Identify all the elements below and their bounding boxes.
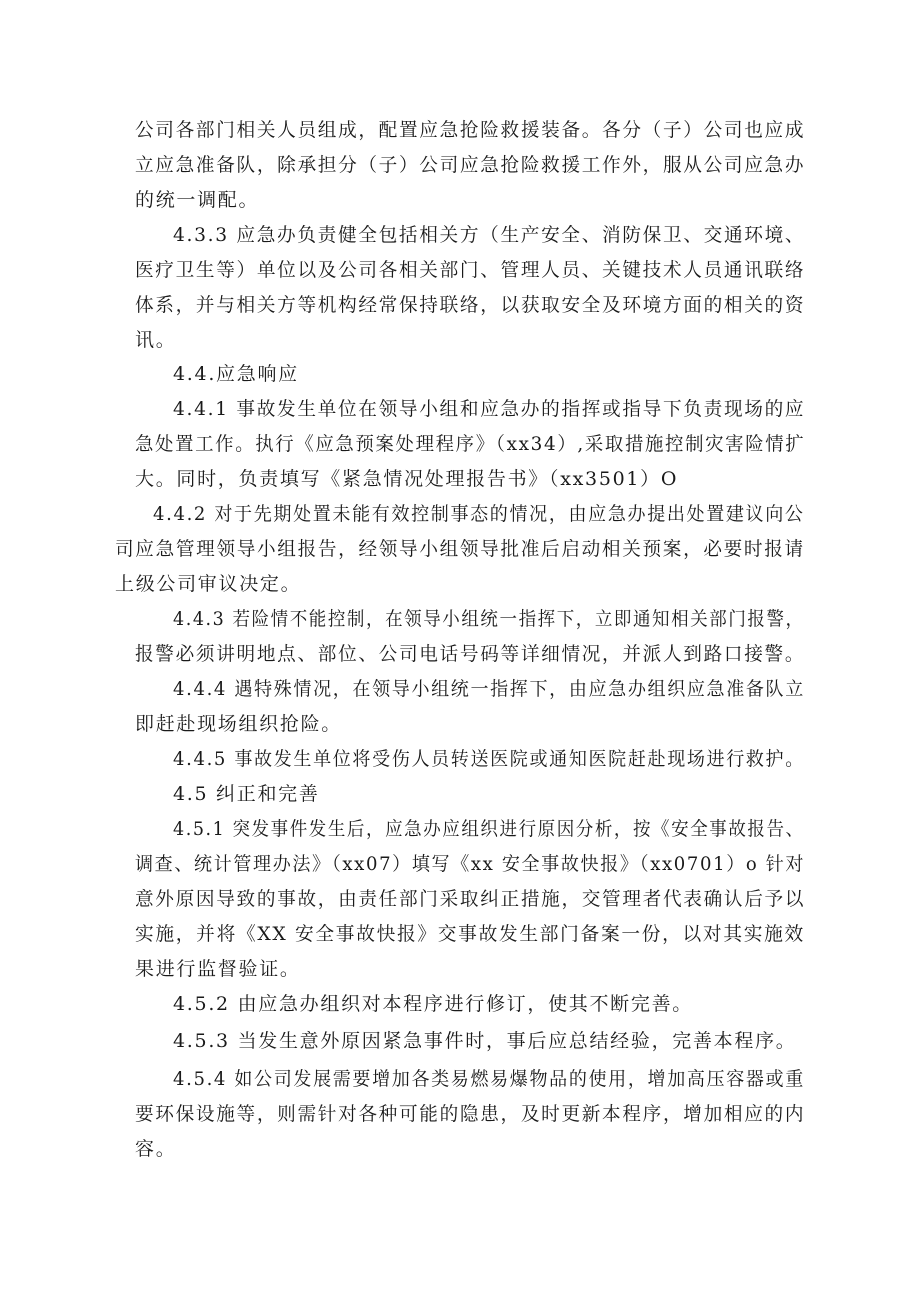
body-text-line: 医疗卫生等）单位以及公司各相关部门、管理人员、关键技术人员通讯联络 [135,259,806,281]
body-text-line: 4.4.1 事故发生单位在领导小组和应急办的指挥或指导下负责现场的应 [173,398,806,420]
body-text-line: 要环保设施等，则需针对各种可能的隐患，及时更新本程序，增加相应的内 [135,1103,806,1125]
body-text-line: 讯。 [135,329,177,351]
body-text-line: 4.5.3 当发生意外原因紧急事件时，事后应总结经验，完善本程序。 [173,1030,797,1052]
body-text-line: 4.5.1 突发事件发生后，应急办应组织进行原因分析，按《安全事故报告、 [173,818,805,840]
body-text-line: 4.3.3 应急办负责健全包括相关方（生产安全、消防保卫、交通环境、 [173,224,806,246]
body-text-line: 4.4.3 若险情不能控制，在领导小组统一指挥下，立即通知相关部门报警， [173,608,805,630]
section-heading: 4.4.应急响应 [173,363,299,385]
body-text-line: 体系，并与相关方等机构经常保持联络，以获取安全及环境方面的相关的资 [135,294,806,316]
body-text-line: 急处置工作。执行《应急预案处理程序》（xx34）,采取措施控制灾害险情扩 [135,433,806,455]
body-text-line: 果进行监督验证。 [135,958,301,980]
body-text-line: 4.4.5 事故发生单位将受伤人员转送医院或通知医院赶赴现场进行救护。 [173,748,805,770]
body-text-line: 上级公司审议决定。 [115,573,302,595]
section-heading: 4.5 纠正和完善 [173,783,320,805]
body-text-line: 4.5.4 如公司发展需要增加各类易燃易爆物品的使用，增加高压容器或重 [173,1068,805,1090]
body-text-line: 容。 [135,1138,177,1160]
body-text-line: 公司各部门相关人员组成，配置应急抢险救援装备。各分（子）公司也应成 [135,119,806,141]
body-text-line: 即赶赴现场组织抢险。 [135,713,343,735]
body-text-line: 实施，并将《XX 安全事故快报》交事故发生部门备案一份，以对其实施效 [135,923,805,945]
body-text-line: 的统一调配。 [135,189,260,211]
body-text-line: 立应急准备队，除承担分（子）公司应急抢险救援工作外，服从公司应急办 [135,154,806,176]
body-text-line: 4.4.4 遇特殊情况，在领导小组统一指挥下，由应急办组织应急准备队立 [173,678,805,700]
body-text-line: 4.4.2 对于先期处置未能有效控制事态的情况，由应急办提出处置建议向公 [153,503,805,525]
body-text-line: 大。同时，负责填写《紧急情况处理报告书》（xx3501）O [135,468,679,490]
body-text-line: 调查、统计管理办法》（xx07）填写《xx 安全事故快报》（xx0701）o 针对 [135,853,806,875]
body-text-line: 司应急管理领导小组报告，经领导小组领导批准后启动相关预案，必要时报请 [115,538,805,560]
body-text-line: 4.5.2 由应急办组织对本程序进行修订，使其不断完善。 [173,993,693,1015]
body-text-line: 意外原因导致的事故，由责任部门采取纠正措施，交管理者代表确认后予以 [135,888,806,910]
body-text-line: 报警必须讲明地点、部位、公司电话号码等详细情况，并派人到路口接警。 [135,643,806,665]
